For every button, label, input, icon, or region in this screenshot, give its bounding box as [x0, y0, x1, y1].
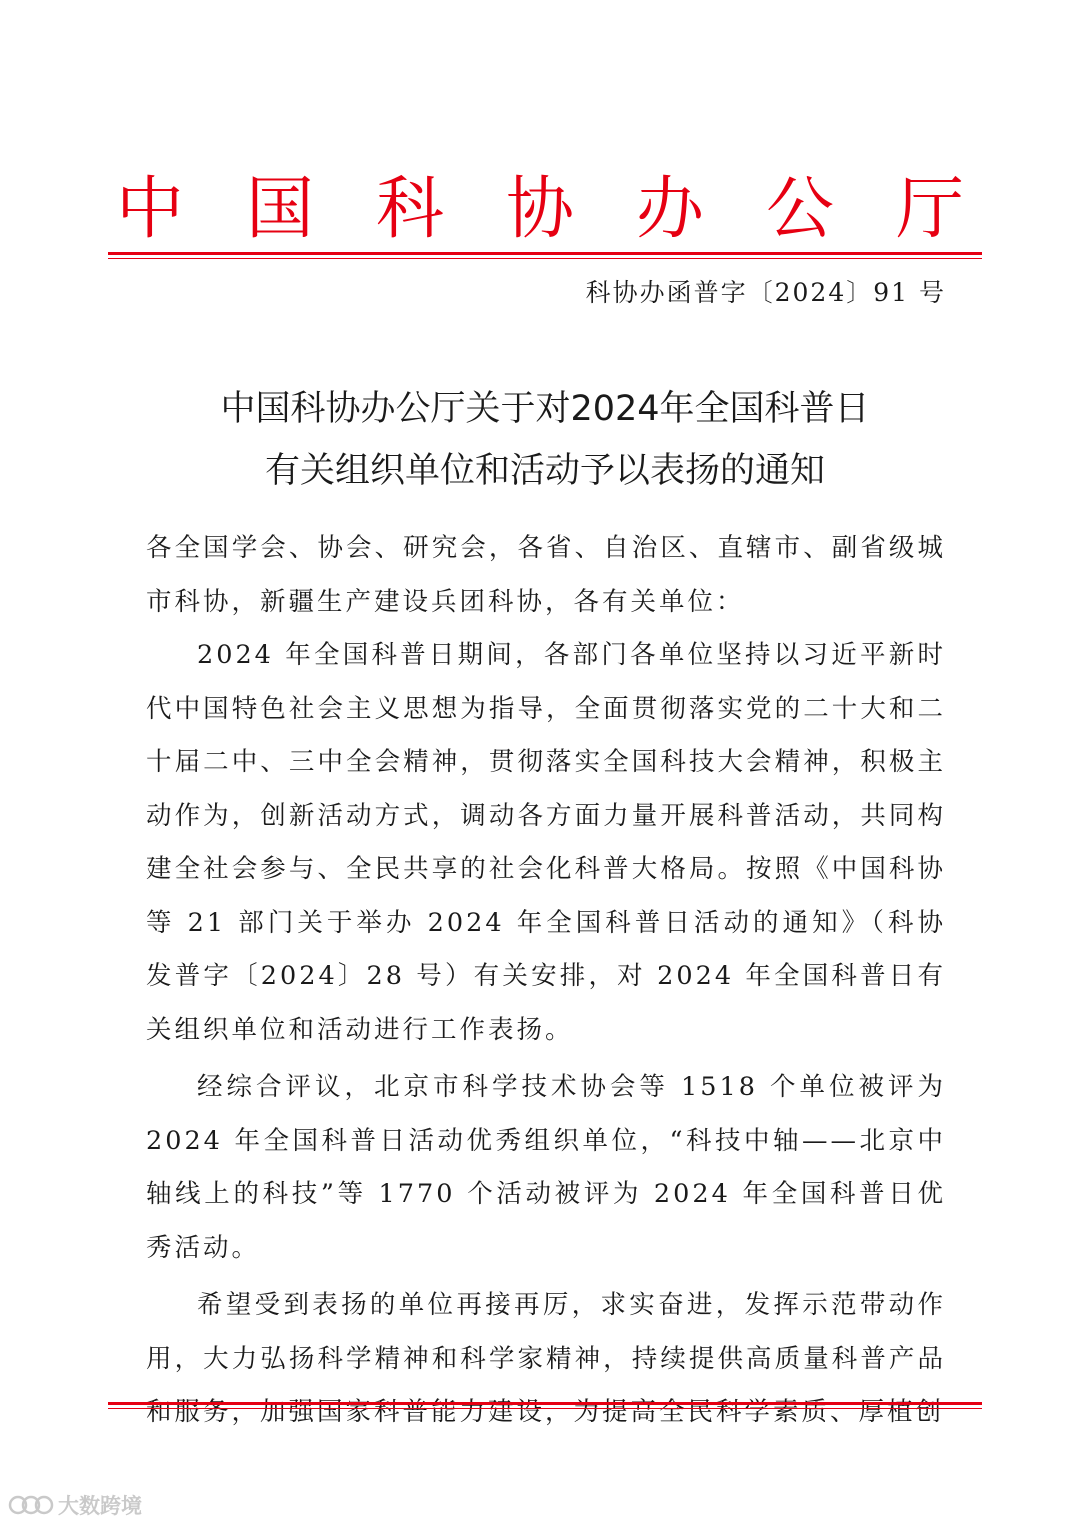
- header-char: 国: [245, 170, 314, 249]
- salutation: 各全国学会、协会、研究会，各省、自治区、直辖市、副省级城市科协，新疆生产建设兵团科协，各有关单位：: [146, 533, 946, 617]
- watermark-text: 大数跨境: [58, 1494, 142, 1518]
- body-paragraph-3: 希望受到表扬的单位再接再厉，求实奋进，发挥示范带动作用，大力弘扬科学精神和科学家精神，持续提供高质量科普产品和服务，加强国家科普能力建设，为提高全民科学素质、厚植创: [146, 1290, 946, 1427]
- watermark: [8, 1490, 142, 1520]
- notice-body: [146, 522, 946, 1440]
- header-char: 中: [115, 170, 184, 249]
- header-red-rule: [108, 252, 982, 259]
- notice-title-line-2: 有关组织单位和活动予以表扬的通知: [264, 451, 825, 491]
- body-paragraph-2: 经综合评议，北京市科学技术协会等 1518 个单位被评为 2024 年全国科普日活动优秀组织单位，“科技中轴——北京中轴线上的科技”等 1770 个活动被评为 2024 年全国科普日优秀活动。: [146, 1072, 946, 1263]
- header-char: 办: [635, 170, 704, 249]
- document-number: 科协办函普字〔2024〕91 号: [585, 278, 946, 307]
- header-char: 公: [765, 170, 834, 249]
- notice-title-line-1: 中国科协办公厅关于对2024年全国科普日: [220, 389, 870, 429]
- issuing-office-header: [110, 170, 970, 250]
- header-char: 协: [505, 170, 574, 249]
- header-char: 科: [375, 170, 444, 249]
- body-paragraph-1: 2024 年全国科普日期间，各部门各单位坚持以习近平新时代中国特色社会主义思想为指导，全面贯彻落实党的二十大和二十届二中、三中全会精神，贯彻落实全国科技大会精神，积极主动作为，创新活动方式，调动各方面力量开展科普活动，共同构建全社会参与、全民共享的社会化科普大格局。按照《中国科协等 21 部门关于举办 2024 年全国科普日活动的通知》（科协发普字〔2024〕28 号）有关安排，对 2024 年全国科普日有关组织单位和活动进行工作表扬。: [146, 640, 946, 1045]
- footer-red-rule: [108, 1402, 982, 1409]
- watermark-logo-icon: [8, 1492, 54, 1518]
- notice-title: [110, 378, 980, 502]
- header-char: 厅: [895, 170, 964, 249]
